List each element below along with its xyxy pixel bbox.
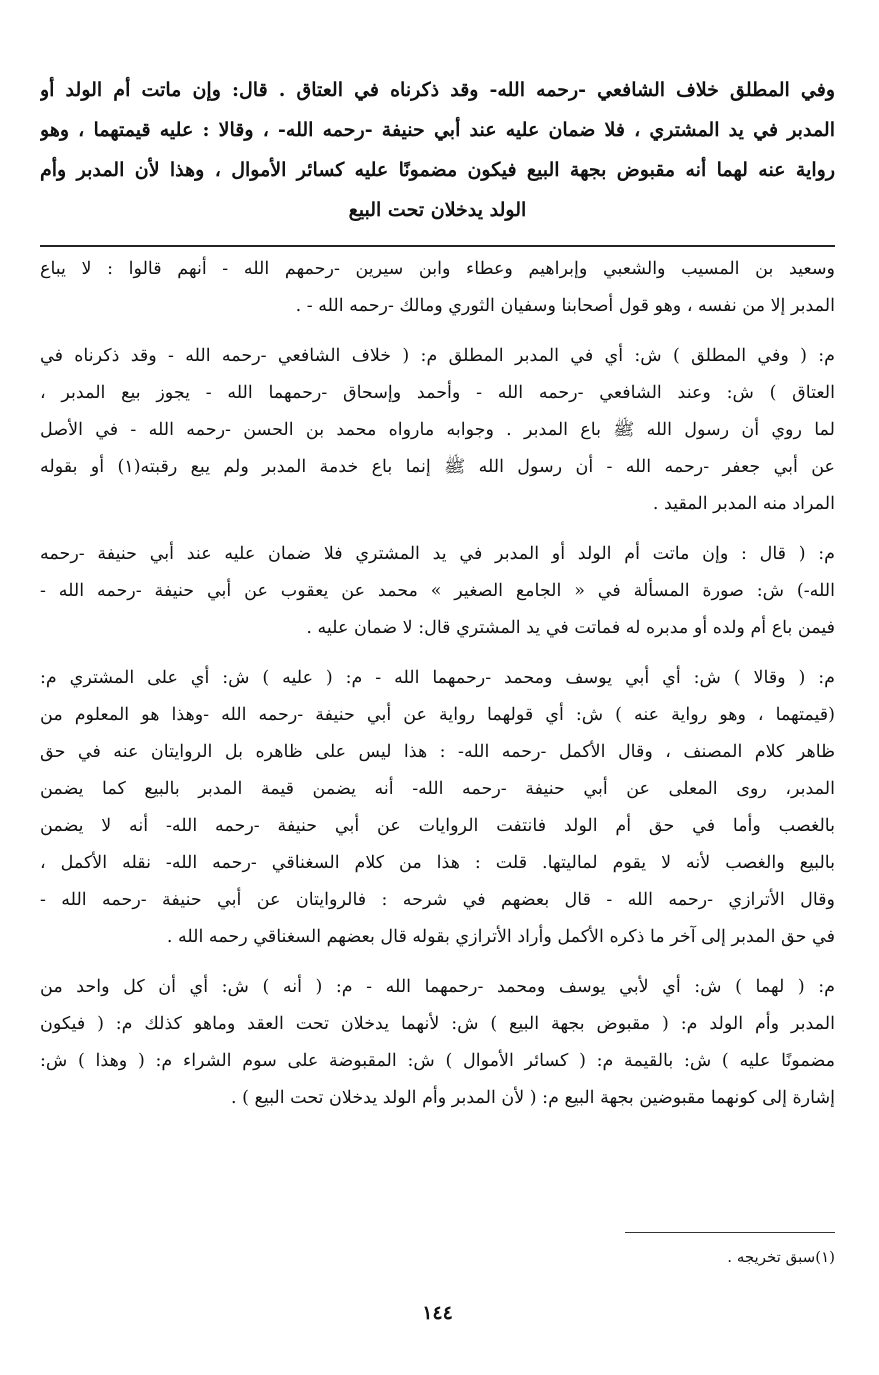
main-text-line: رواية عنه لهما أنه مقبوض بجهة البيع فيكون مضمونًا عليه كسائر الأموال ، وهذا لأن المدبر وأم	[40, 159, 835, 181]
page	[40, 70, 835, 1360]
commentary	[40, 251, 835, 1117]
commentary-line: لما روي أن رسول الله ﷺ باع المدبر . وجوابه مارواه محمد بن الحسن -رحمه الله - في الأصل	[40, 420, 835, 440]
commentary-line: م: ( قال : وإن ماتت أم الولد أو المدبر في يد المشتري فلا ضمان عليه عند أبي حنيفة -رحمه	[40, 544, 835, 564]
commentary-line: إشارة إلى كونهما مقبوضين بجهة البيع م: ( لأن المدبر وأم الولد يدخلان تحت البيع ) .	[230, 1088, 835, 1108]
commentary-paragraph	[40, 251, 835, 325]
main-text-line: الولد يدخلان تحت البيع	[348, 199, 527, 221]
commentary-line: المدبر، روى المعلى عن أبي حنيفة -رحمه الله- أنه يضمن قيمة المدبر بالبيع كما يضمن	[40, 779, 835, 799]
footnote-rule	[625, 1232, 835, 1233]
separator-rule	[40, 245, 835, 247]
main-text-line: المدبر في يد المشتري ، فلا ضمان عليه عند أبي حنيفة -رحمه الله- ، وقالا : عليه قيمتهما ، وهو	[40, 119, 835, 141]
commentary-line: (قيمتهما ، وهو رواية عنه ) ش: أي قولهما رواية عن أبي حنيفة -رحمه الله -وهذا هو المعلوم من	[40, 705, 835, 725]
commentary-line: م: ( وقالا ) ش: أي أبي يوسف ومحمد -رحمهما الله - م: ( عليه ) ش: أي على المشتري م:	[40, 668, 835, 688]
commentary-line: مضمونًا عليه ) ش: بالقيمة م: ( كسائر الأموال ) ش: المقبوضة على سوم الشراء م: ( وهذا ) ش:	[40, 1051, 835, 1071]
commentary-line: بالبيع والغصب لأنه لا يقوم لماليتها. قلت : هذا من كلام السغناقي -رحمه الله- نقله الأكمل ،	[40, 853, 835, 873]
main-text	[40, 70, 835, 230]
commentary-line: ظاهر كلام المصنف ، وقال الأكمل -رحمه الله- : هذا ليس على ظاهره بل الروايتان عنه في حق	[40, 742, 835, 762]
commentary-line: عن أبي جعفر -رحمه الله - أن رسول الله ﷺ إنما باع خدمة المدبر ولم يبع رقبته(١) أو بقوله	[40, 457, 835, 477]
commentary-line: المدبر وأم الولد م: ( مقبوض بجهة البيع ) ش: لأنهما يدخلان تحت العقد وماهو كذلك م: ( فيكون	[40, 1014, 835, 1034]
commentary-paragraph	[40, 338, 835, 523]
commentary-paragraph	[40, 536, 835, 647]
commentary-line: المراد منه المدبر المقيد .	[652, 494, 835, 514]
commentary-line: الله-) ش: صورة المسألة في « الجامع الصغير » محمد عن يعقوب عن أبي حنيفة -رحمه الله -	[40, 581, 835, 601]
commentary-paragraph	[40, 969, 835, 1117]
commentary-line: بالغصب وأما في حق أم الولد فانتفت الروايات عن أبي حنيفة -رحمه الله- أنه لا يضمن	[40, 816, 835, 836]
commentary-line: فيمن باع أم ولده أو مدبره له فماتت في يد المشتري قال: لا ضمان عليه .	[306, 618, 835, 638]
commentary-line: م: ( لهما ) ش: أي لأبي يوسف ومحمد -رحمهما الله - م: ( أنه ) ش: أي أن كل واحد من	[40, 977, 835, 997]
commentary-line: وسعيد بن المسيب والشعبي وإبراهيم وعطاء وابن سيرين -رحمهم الله - أنهم قالوا : لا يباع	[40, 259, 835, 279]
footnote: (١)سبق تخريجه .	[727, 1248, 835, 1266]
commentary-line: وقال الأترازي -رحمه الله - قال بعضهم في شرحه : فالروايتان عن أبي حنيفة -رحمه الله -	[40, 890, 835, 910]
page-number: ١٤٤	[422, 1302, 453, 1324]
commentary-paragraph	[40, 660, 835, 956]
commentary-line: المدبر إلا من نفسه ، وهو قول أصحابنا وسفيان الثوري ومالك -رحمه الله - .	[295, 296, 835, 316]
commentary-line: في حق المدبر إلى آخر ما ذكره الأكمل وأراد الأترازي بقوله قال بعضهم السغناقي رحمه الله .	[166, 927, 835, 947]
commentary-line: العتاق ) ش: وعند الشافعي -رحمه الله - وأحمد وإسحاق -رحمهما الله - يجوز بيع المدبر ،	[40, 383, 835, 403]
commentary-line: م: ( وفي المطلق ) ش: أي في المدبر المطلق م: ( خلاف الشافعي -رحمه الله - وقد ذكرناه في	[40, 346, 835, 366]
main-text-line: وفي المطلق خلاف الشافعي -رحمه الله- وقد ذكرناه في العتاق . قال: وإن ماتت أم الولد أو	[40, 79, 835, 101]
